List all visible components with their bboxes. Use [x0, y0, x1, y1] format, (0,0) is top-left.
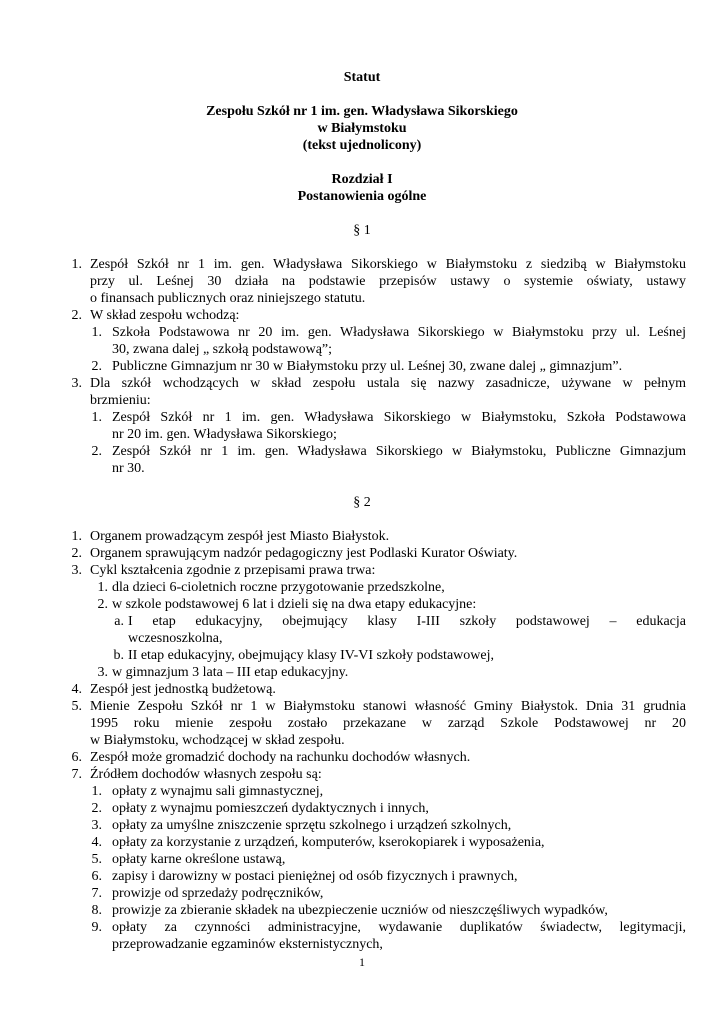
list-number: 1.: [91, 784, 102, 799]
paragraph-line: W skład zespołu wchodzą:: [90, 308, 240, 323]
list-number: 2.: [97, 597, 108, 612]
list-number: 9.: [91, 920, 102, 935]
list-number: 7.: [91, 886, 102, 901]
section-mark-2: § 2: [353, 495, 371, 510]
chapter-heading: Rozdział I: [331, 172, 393, 187]
list-number: 1.: [91, 410, 102, 425]
list-number: 4.: [91, 835, 102, 850]
list-number: 6.: [71, 750, 82, 765]
list-number: 1.: [71, 529, 82, 544]
paragraph-line: Cykl kształcenia zgodnie z przepisami prawa trwa:: [90, 563, 376, 578]
document-subtitle-2: w Białymstoku: [317, 121, 407, 136]
section-mark-1: § 1: [353, 223, 371, 238]
list-number: 1.: [91, 325, 102, 340]
paragraph-line: Publiczne Gimnazjum nr 30 w Białymstoku przy ul. Leśnej 30, zwane dalej „ gimnazjum”.: [112, 359, 623, 374]
list-item: prowizje od sprzedaży podręczników,: [112, 886, 324, 901]
chapter-title: Postanowienia ogólne: [297, 189, 427, 204]
list-item: opłaty karne określone ustawą,: [112, 852, 286, 867]
paragraph-line: Zespół jest jednostką budżetową.: [90, 682, 276, 697]
paragraph-line: dla dzieci 6-cioletnich roczne przygotowanie przedszkolne,: [112, 580, 445, 595]
paragraph-line: w Białymstoku, wchodzącej w skład zespołu.: [90, 733, 345, 748]
paragraph-line: Szkoła Podstawowa nr 20 im. gen. Władysława Sikorskiego w Białymstoku przy ul. Leśnej: [112, 325, 686, 340]
list-number: 7.: [71, 767, 82, 782]
paragraph-line: o finansach publicznych oraz niniejszego statutu.: [90, 291, 366, 306]
paragraph-line: przeprowadzanie egzaminów eksternistycznych,: [112, 937, 383, 952]
paragraph-line: Dla szkół wchodzących w skład zespołu ustala się nazwy zasadnicze, używane w pełnym: [90, 376, 686, 391]
paragraph-line: Źródłem dochodów własnych zespołu są:: [90, 767, 322, 782]
list-number: 8.: [91, 903, 102, 918]
list-item: opłaty za korzystanie z urządzeń, komputerów, kserokopiarek i wyposażenia,: [112, 835, 545, 850]
paragraph-line: przy ul. Leśnej 30 działa na podstawie przepisów ustawy o systemie oświaty, ustawy: [90, 274, 686, 289]
document-subtitle-3: (tekst ujednolicony): [302, 138, 422, 153]
list-item: opłaty z wynajmu pomieszczeń dydaktycznych i innych,: [112, 801, 429, 816]
paragraph-line: wczesnoszkolna,: [128, 631, 223, 646]
document-subtitle-1: Zespołu Szkół nr 1 im. gen. Władysława Sikorskiego: [206, 104, 518, 119]
paragraph-line: Zespół Szkół nr 1 im. gen. Władysława Sikorskiego w Białymstoku z siedzibą w Białymstoku: [90, 257, 686, 272]
list-item: prowizje za zbieranie składek na ubezpieczenie uczniów od nieszczęśliwych wypadków,: [112, 903, 608, 918]
list-number: 4.: [71, 682, 82, 697]
list-letter: b.: [113, 648, 124, 663]
paragraph-line: 1995 roku mienie zespołu zostało przekazane w zarząd Szkole Podstawowej nr 20: [90, 716, 686, 731]
paragraph-line: Zespół Szkół nr 1 im. gen. Władysława Sikorskiego w Białymstoku, Publiczne Gimnazjum: [112, 444, 686, 459]
list-item: opłaty za umyślne zniszczenie sprzętu szkolnego i urządzeń szkolnych,: [112, 818, 512, 833]
list-number: 3.: [71, 563, 82, 578]
paragraph-line: I etap edukacyjny, obejmujący klasy I-III szkoły podstawowej – edukacja: [128, 614, 686, 629]
paragraph-line: Organem sprawującym nadzór pedagogiczny jest Podlaski Kurator Oświaty.: [90, 546, 518, 561]
paragraph-line: Mienie Zespołu Szkół nr 1 w Białymstoku stanowi własność Gminy Białystok. Dnia 31 grudnia: [90, 699, 686, 714]
page-number: 1: [359, 955, 365, 969]
list-number: 2.: [91, 444, 102, 459]
paragraph-line: nr 20 im. gen. Władysława Sikorskiego;: [112, 427, 337, 442]
list-number: 2.: [91, 801, 102, 816]
paragraph-line: nr 30.: [112, 461, 145, 476]
paragraph-line: 30, zwana dalej „ szkołą podstawową”;: [112, 342, 333, 357]
paragraph-line: II etap edukacyjny, obejmujący klasy IV-VI szkoły podstawowej,: [128, 648, 494, 663]
list-number: 3.: [71, 376, 82, 391]
paragraph-line: Zespół Szkół nr 1 im. gen. Władysława Sikorskiego w Białymstoku, Szkoła Podstawowa: [112, 410, 686, 425]
list-number: 1.: [97, 580, 108, 595]
list-item: opłaty z wynajmu sali gimnastycznej,: [112, 784, 324, 799]
paragraph-line: brzmieniu:: [90, 393, 151, 408]
list-item: opłaty za czynności administracyjne, wydawanie duplikatów świadectw, legitymacji,: [112, 920, 686, 935]
list-number: 1.: [71, 257, 82, 272]
document-title: Statut: [343, 70, 381, 85]
list-number: 5.: [71, 699, 82, 714]
list-number: 6.: [91, 869, 102, 884]
list-number: 2.: [91, 359, 102, 374]
list-number: 3.: [91, 818, 102, 833]
paragraph-line: Organem prowadzącym zespół jest Miasto Białystok.: [90, 529, 390, 544]
list-item: zapisy i darowizny w postaci pieniężnej od osób fizycznych i prawnych,: [112, 869, 518, 884]
list-number: 5.: [91, 852, 102, 867]
paragraph-line: Zespół może gromadzić dochody na rachunku dochodów własnych.: [90, 750, 471, 765]
list-number: 2.: [71, 308, 82, 323]
paragraph-line: w gimnazjum 3 lata – III etap edukacyjny.: [112, 665, 349, 680]
list-letter: a.: [114, 614, 124, 629]
list-number: 2.: [71, 546, 82, 561]
paragraph-line: w szkole podstawowej 6 lat i dzieli się na dwa etapy edukacyjne:: [112, 597, 477, 612]
list-number: 3.: [97, 665, 108, 680]
